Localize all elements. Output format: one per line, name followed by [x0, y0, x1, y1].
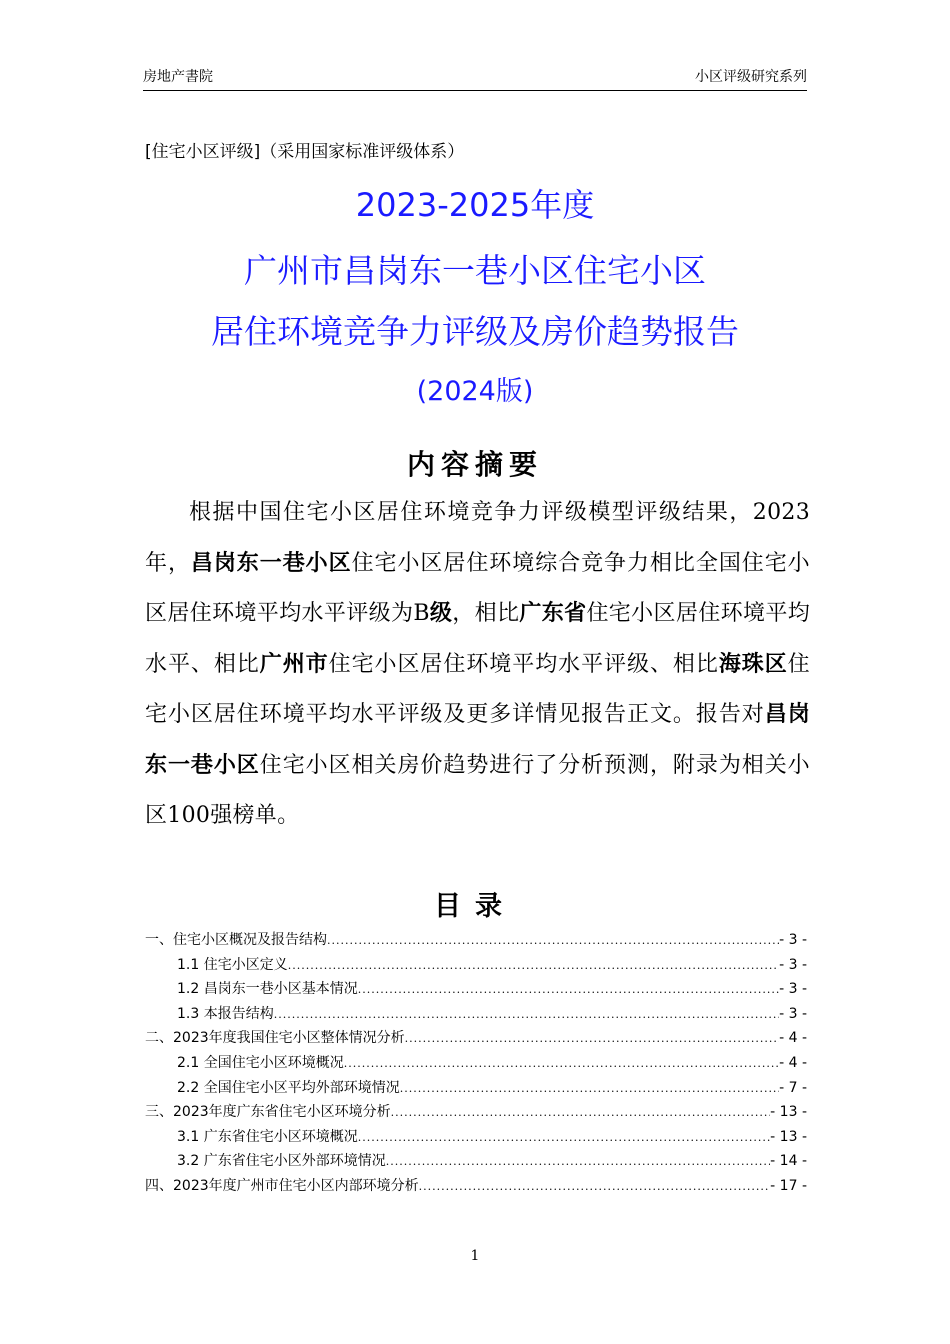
toc-entry[interactable] — [145, 1101, 807, 1126]
toc-entry-label: 三、2023年度广东省住宅小区环境分析 — [145, 1104, 391, 1121]
toc-entry[interactable] — [145, 1175, 807, 1200]
toc-entry[interactable] — [145, 954, 807, 979]
toc-entry[interactable] — [145, 1003, 807, 1028]
toc-entry-label: 二、2023年度我国住宅小区整体情况分析 — [145, 1030, 405, 1047]
report-tagline: [住宅小区评级]（采用国家标准评级体系） — [145, 142, 465, 162]
toc-entry-label: 1.2 昌岗东一巷小区基本情况 — [177, 981, 358, 998]
toc-entry-label: 2.1 全国住宅小区环境概况 — [177, 1054, 344, 1071]
toc-entry-label: 一、住宅小区概况及报告结构 — [145, 932, 327, 948]
toc-entry[interactable] — [145, 1027, 807, 1052]
toc-entry-page: - 17 - — [770, 1177, 807, 1194]
toc-entry-label: 四、2023年度广州市住宅小区内部环境分析 — [145, 1177, 419, 1194]
header-series: 小区评级研究系列 — [695, 69, 807, 85]
table-of-contents — [145, 929, 807, 1200]
abstract-text: 住宅小区居住环境平均水平、相比 — [145, 601, 810, 677]
toc-entry-label: 1.3 本报告结构 — [177, 1005, 274, 1022]
toc-dot-leader — [386, 1155, 770, 1168]
toc-entry[interactable] — [145, 1077, 807, 1102]
toc-entry-page: - 4 - — [779, 1030, 807, 1047]
toc-entry-label: 1.1 住宅小区定义 — [177, 956, 288, 973]
title-edition: (2024版) — [416, 376, 534, 407]
abstract-emphasis: 广东省 — [519, 601, 587, 626]
toc-dot-leader — [274, 1008, 779, 1021]
toc-entry-page: - 3 - — [779, 1005, 807, 1022]
toc-entry-page: - 4 - — [779, 1054, 807, 1071]
toc-dot-leader — [419, 1180, 771, 1193]
toc-dot-leader — [358, 1131, 770, 1144]
abstract-text: 住宅小区相关房价趋势进行了分析预测，附录为相关小区100强榜单。 — [145, 752, 810, 828]
abstract-text: 根据中国住宅小区居住环境竞争力评级模型评级结果，2023年， — [145, 500, 810, 576]
abstract-paragraph — [145, 488, 810, 842]
toc-entry-page: - 3 - — [779, 932, 807, 948]
toc-entry-page: - 3 - — [779, 956, 807, 973]
toc-entry-page: - 13 - — [770, 1104, 807, 1121]
abstract-heading: 内容摘要 — [406, 448, 543, 481]
title-report-name: 居住环境竞争力评级及房价趋势报告 — [211, 312, 739, 351]
toc-dot-leader — [400, 1082, 779, 1095]
toc-dot-leader — [327, 934, 779, 947]
toc-entry[interactable] — [145, 1126, 807, 1151]
toc-entry[interactable] — [145, 1150, 807, 1175]
toc-entry[interactable] — [145, 1052, 807, 1077]
header-publisher: 房地产書院 — [143, 69, 213, 85]
abstract-emphasis: 昌岗东一巷小区 — [190, 550, 352, 576]
abstract-emphasis: 昌岗东一巷小区 — [145, 702, 810, 778]
toc-heading: 目录 — [434, 891, 516, 922]
toc-dot-leader — [358, 983, 779, 996]
toc-entry[interactable] — [145, 978, 807, 1003]
toc-entry-page: - 13 - — [770, 1128, 807, 1145]
toc-dot-leader — [288, 959, 779, 972]
toc-entry-page: - 7 - — [779, 1079, 807, 1096]
toc-entry[interactable] — [145, 929, 807, 954]
title-subject: 广州市昌岗东一巷小区住宅小区 — [244, 251, 706, 290]
title-years: 2023-2025年度 — [355, 186, 595, 224]
abstract-emphasis: 级 — [429, 601, 453, 626]
page-header — [143, 66, 807, 91]
toc-entry-page: - 14 - — [770, 1153, 807, 1170]
toc-entry-page: - 3 - — [779, 981, 807, 998]
abstract-text: 住宅小区居住环境平均水平评级、相比 — [328, 651, 719, 677]
abstract-text: ，相比 — [452, 601, 520, 626]
toc-entry-label: 3.1 广东省住宅小区环境概况 — [177, 1128, 358, 1145]
toc-dot-leader — [391, 1106, 771, 1119]
abstract-emphasis: 海珠区 — [718, 651, 788, 677]
abstract-text: 住宅小区居住环境平均水平评级及更多详情见报告正文。报告对 — [145, 651, 810, 727]
toc-dot-leader — [405, 1032, 779, 1045]
page-number: 1 — [470, 1248, 480, 1264]
toc-dot-leader — [344, 1057, 779, 1070]
toc-entry-label: 2.2 全国住宅小区平均外部环境情况 — [177, 1079, 400, 1096]
abstract-text: 住宅小区居住环境综合竞争力相比全国住宅小区居住环境平均水平评级为B — [145, 550, 810, 626]
abstract-emphasis: 广州市 — [259, 651, 329, 677]
toc-entry-label: 3.2 广东省住宅小区外部环境情况 — [177, 1153, 386, 1170]
